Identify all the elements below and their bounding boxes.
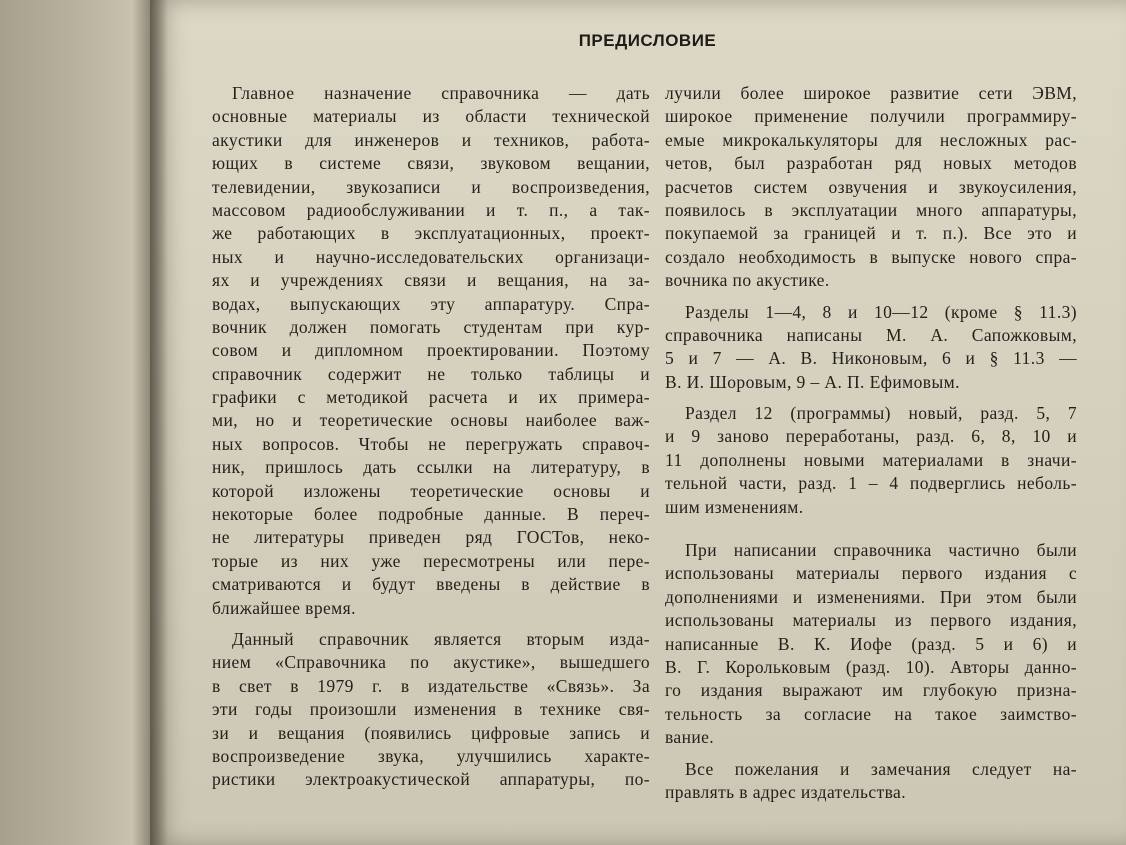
paragraph-gap — [665, 394, 1077, 402]
text-line: водах, выпускающих эту аппаратуру. Спра- — [212, 293, 650, 314]
text-line: некоторые более подробные данные. В переч- — [212, 504, 650, 525]
text-line: Главное назначение справочника — дать — [232, 83, 650, 103]
text-line: В. И. Шоровым, 9 – А. П. Ефимовым. — [665, 371, 960, 392]
paragraph-gap — [665, 519, 1077, 539]
text-line: появилось в эксплуатации много аппаратуры, — [665, 199, 1077, 220]
text-line: шим изменениям. — [665, 496, 804, 517]
text-line: емые микрокалькуляторы для несложных рас- — [665, 129, 1077, 150]
text-line: ющих в системе связи, звуковом вещании, — [212, 153, 650, 174]
text-line: При написании справочника частично были — [685, 540, 1077, 561]
text-line: ях и учреждениях связи и вещания, на за- — [212, 270, 650, 291]
text-line: расчетов систем озвучения и звукоусиления, — [665, 176, 1077, 197]
text-line: совом и дипломном проектировании. Поэтому — [212, 340, 650, 361]
text-line: лучили более широкое развитие сети ЭВМ, — [665, 83, 1077, 103]
text-line: ми, но и теоретические основы наиболее важ- — [212, 410, 650, 431]
text-line: которой изложены теоретические основы и — [212, 480, 650, 501]
text-line: телевидении, звукозаписи и воспроизведения, — [212, 176, 650, 197]
page-title: ПРЕДИСЛОВИЕ — [578, 31, 717, 50]
text-line: широкое применение получили программиру- — [665, 106, 1077, 127]
text-line: ближайшее время. — [212, 597, 356, 618]
text-line: нием «Справочника по акустике», вышедшего — [212, 652, 650, 673]
text-line: написанные В. К. Иофе (разд. 5 и 6) и — [665, 633, 1077, 654]
text-line: В. Г. Корольковым (разд. 10). Авторы данно- — [665, 656, 1077, 677]
paragraph-gap — [665, 750, 1077, 758]
paragraph-gap — [665, 293, 1077, 301]
text-line: ник, пришлось дать ссылки на литературу, в — [212, 457, 650, 478]
text-line: ристики электроакустической аппаратуры, по- — [212, 769, 650, 790]
text-line: акустики для инженеров и техников, работа- — [212, 129, 650, 150]
text-line: эти годы произошли изменения в технике свя- — [212, 699, 650, 720]
text-line: правлять в адрес издательства. — [665, 781, 907, 802]
previous-page-edge — [0, 0, 150, 845]
text-line: Все пожелания и замечания следует на- — [685, 758, 1077, 779]
text-line: же работающих в эксплуатационных, проект- — [212, 223, 650, 244]
text-line: торые из них уже пересмотрены или пере- — [212, 550, 650, 571]
text-line: использованы материалы из первого издания, — [665, 610, 1077, 631]
text-line: графики с методикой расчета и их примера- — [212, 387, 650, 408]
text-line: ных вопросов. Чтобы не перегружать справоч- — [212, 433, 650, 454]
text-line: вочник должен помогать студентам при кур- — [212, 316, 650, 337]
text-line: 5 и 7 — А. В. Никоновым, 6 и § 11.3 — — [665, 348, 1077, 369]
book-gutter — [150, 0, 168, 845]
text-line: дополнениями и изменениями. При этом были — [665, 586, 1077, 607]
text-line: тельность за согласие на такое заимство- — [665, 703, 1077, 724]
text-line: четов, был разработан ряд новых методов — [665, 153, 1077, 174]
text-line: Разделы 1—4, 8 и 10—12 (кроме § 11.3) — [685, 301, 1077, 322]
text-line: покупаемой за границей и т. п.). Все это и — [665, 223, 1077, 244]
text-line: го издания выражают им глубокую призна- — [665, 680, 1077, 701]
text-line: сматриваются и будут введены в действие в — [212, 574, 650, 595]
text-line: Данный справочник является вторым изда- — [232, 628, 650, 649]
text-line: справочника написаны М. А. Сапожковым, — [665, 324, 1077, 345]
text-line: зи и вещания (появились цифровые запись и — [212, 722, 650, 743]
text-line: использованы материалы первого издания с — [665, 563, 1077, 584]
text-line: вание. — [665, 727, 715, 748]
text-line: справочник содержит не только таблицы и — [212, 363, 650, 384]
text-line: Раздел 12 (программы) новый, разд. 5, 7 — [685, 403, 1077, 424]
text-line: тельной части, разд. 1 – 4 подверглись неболь- — [665, 473, 1077, 494]
text-line: в свет в 1979 г. в издательстве «Связь». За — [212, 675, 650, 696]
left-text-column — [212, 82, 650, 792]
text-line: 11 дополнены новыми материалами в значи- — [665, 449, 1077, 470]
text-line: воспроизведение звука, улучшились характе- — [212, 745, 650, 766]
text-line: основные материалы из области технической — [212, 106, 650, 127]
text-line: вочника по акустике. — [665, 270, 830, 291]
text-line: создало необходимость в выпуске нового спра- — [665, 246, 1077, 267]
paragraph-gap — [212, 620, 650, 628]
text-line: массовом радиообслуживании и т. п., а так- — [212, 199, 650, 220]
text-line: ных и научно-исследовательских организаци- — [212, 246, 650, 267]
text-line: не литературы приведен ряд ГОСТов, неко- — [212, 527, 650, 548]
text-line: и 9 заново переработаны, разд. 6, 8, 10 и — [665, 426, 1077, 447]
right-text-column — [665, 82, 1077, 804]
